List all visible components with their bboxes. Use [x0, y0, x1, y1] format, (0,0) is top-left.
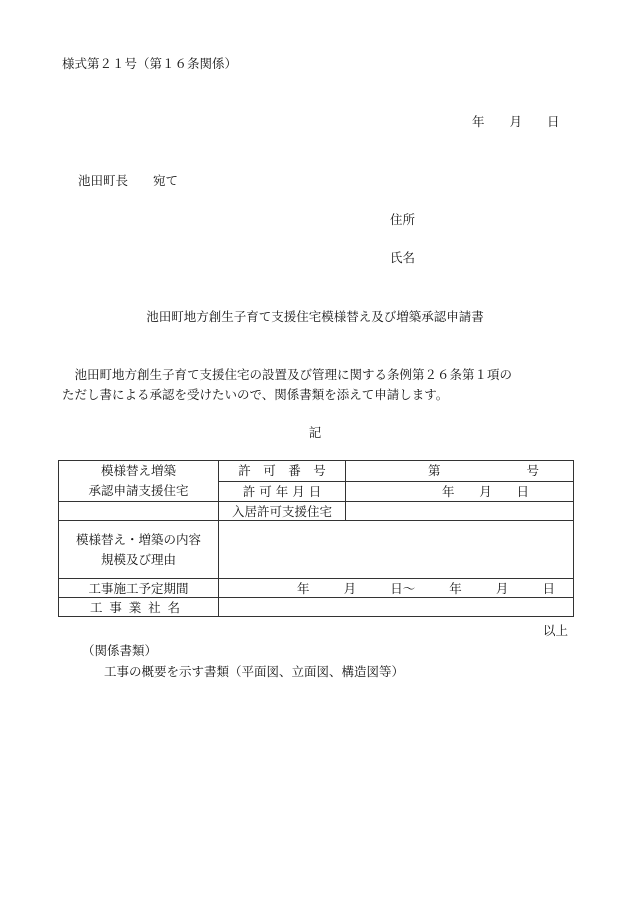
permit-date-label: 許 可 年 月 日	[219, 481, 346, 502]
body-text	[62, 365, 562, 405]
attachments-item: 工事の概要を示す書類（平面図、立面図、構造図等）	[104, 664, 405, 679]
period-start-month: 月	[343, 580, 357, 596]
address-label: 住所	[390, 212, 416, 227]
permit-number-label: 許 可 番 号	[219, 461, 346, 482]
body-line-2: ただし書による承認を受けたいので、関係書類を添えて申請します。	[62, 387, 449, 402]
content-label: 模様替え・増築の内容 規模及び理由	[59, 521, 219, 579]
construction-company-field[interactable]	[219, 598, 574, 617]
name-label: 氏名	[390, 250, 416, 265]
content-field[interactable]	[219, 521, 574, 579]
attachments-heading: （関係書類）	[82, 643, 158, 658]
period-start-day: 日～	[390, 580, 416, 596]
permit-date-field[interactable]	[346, 481, 574, 502]
closing-ijou: 以上	[542, 623, 568, 638]
form-number: 様式第２１号（第１６条関係）	[62, 56, 238, 71]
permit-date-day: 日	[516, 483, 529, 499]
period-start-year: 年	[297, 580, 310, 596]
date-line: 年 月 日	[472, 114, 560, 129]
body-line-1: 池田町地方創生子育て支援住宅の設置及び管理に関する条例第２６条第１項の	[74, 367, 513, 382]
permit-number-field[interactable]	[346, 461, 574, 482]
permit-number-dai: 第	[428, 463, 441, 479]
application-table	[58, 460, 574, 617]
ki-heading: 記	[308, 425, 322, 440]
move-in-permit-label: 入居許可支援住宅	[219, 502, 346, 521]
move-in-permit-field[interactable]	[346, 502, 574, 521]
section-supported-housing-label: 模様替え増築 承認申請支援住宅	[59, 461, 219, 502]
period-end-year: 年	[449, 580, 462, 596]
addressee: 池田町長 宛て	[78, 173, 179, 188]
construction-period-label: 工事施工予定期間	[59, 579, 219, 598]
section-supported-housing-blank	[59, 502, 219, 521]
construction-company-label: 工事業社名	[59, 598, 219, 617]
period-end-month: 月	[495, 580, 509, 596]
permit-date-year: 年	[442, 483, 455, 499]
period-end-day: 日	[542, 580, 555, 596]
document-title: 池田町地方創生子育て支援住宅模様替え及び増築承認申請書	[146, 309, 484, 324]
construction-period-field[interactable]	[219, 579, 574, 598]
permit-date-month: 月	[479, 483, 492, 499]
permit-number-go: 号	[526, 463, 539, 479]
